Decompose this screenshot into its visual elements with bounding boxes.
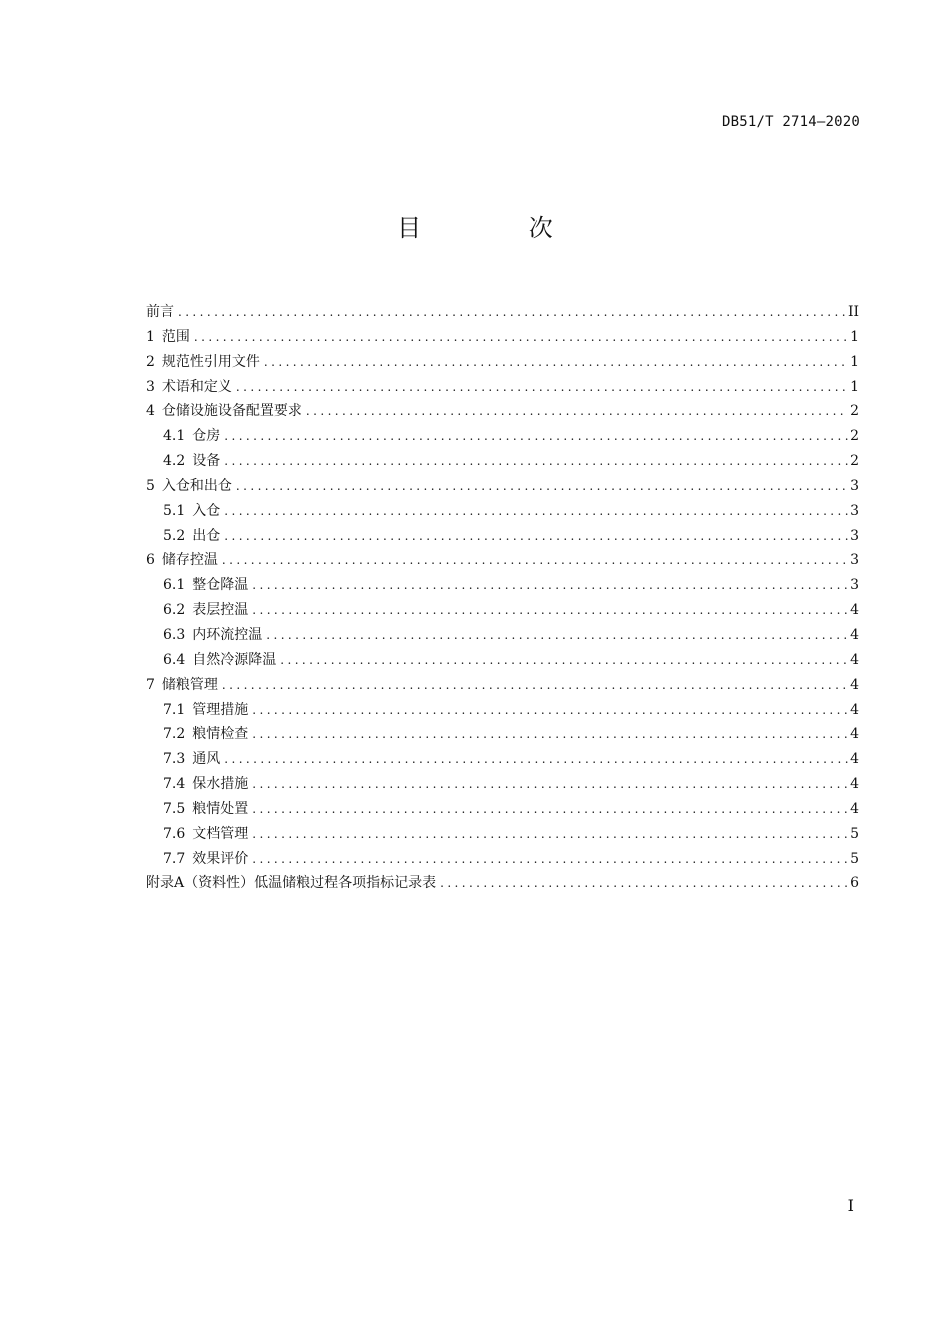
toc-entry-title: 粮情检查: [192, 726, 249, 743]
toc-entry-title: 整仓降温: [192, 577, 249, 594]
toc-dot-leader: [252, 797, 848, 822]
toc-entry[interactable]: [146, 747, 859, 772]
toc-entry-number: 4.2: [163, 453, 186, 470]
toc-entry-page: 3: [850, 527, 859, 544]
toc-entry[interactable]: [146, 325, 859, 350]
toc-entry[interactable]: [146, 797, 859, 822]
toc-entry[interactable]: [146, 548, 859, 573]
toc-dot-leader: [224, 524, 848, 549]
toc-entry[interactable]: [146, 524, 859, 549]
toc-entry[interactable]: [146, 399, 859, 424]
toc-dot-leader: [222, 673, 848, 698]
toc-entry-number: 6: [146, 552, 155, 569]
toc-entry-title: 粮情处置: [192, 800, 249, 817]
toc-entry-title: 出仓: [192, 527, 221, 544]
toc-entry-number: 6.2: [163, 602, 186, 619]
toc-dot-leader: [252, 598, 848, 623]
toc-entry-title: 储粮管理: [161, 676, 218, 693]
toc-entry-title: 附录A（资料性）低温储粮过程各项指标记录表: [146, 875, 437, 892]
toc-entry-number: 4: [146, 403, 155, 420]
toc-entry-page: 4: [850, 800, 859, 817]
page-number: I: [847, 1196, 854, 1215]
toc-entry-number: 7.6: [163, 825, 186, 842]
toc-entry-number: 7.5: [163, 800, 186, 817]
toc-entry-page: 2: [850, 403, 859, 420]
toc-entry-page: 3: [850, 477, 859, 494]
toc-entry-title: 保水措施: [192, 776, 249, 793]
toc-dot-leader: [280, 648, 848, 673]
toc-entry-page: 3: [850, 552, 859, 569]
toc-entry[interactable]: [146, 350, 859, 375]
toc-dot-leader: [252, 698, 848, 723]
toc-entry-number: 5.1: [163, 502, 186, 519]
toc-entry[interactable]: [146, 871, 859, 896]
toc-dot-leader: [178, 300, 846, 325]
toc-entry-page: 4: [850, 626, 859, 643]
toc-entry-title: 前言: [146, 304, 174, 320]
table-of-contents: [146, 300, 859, 896]
toc-entry[interactable]: [146, 598, 859, 623]
toc-entry-page: 4: [850, 602, 859, 619]
page-title: 目 次: [397, 214, 603, 242]
toc-dot-leader: [252, 722, 848, 747]
toc-entry[interactable]: [146, 623, 859, 648]
toc-entry-page: 1: [850, 353, 859, 370]
toc-dot-leader: [194, 325, 848, 350]
toc-dot-leader: [222, 548, 848, 573]
toc-entry-page: 5: [850, 825, 859, 842]
toc-entry-title: 规范性引用文件: [161, 353, 260, 370]
toc-entry-number: 7.1: [163, 701, 186, 718]
toc-entry-page: 4: [850, 676, 859, 693]
toc-entry[interactable]: [146, 673, 859, 698]
toc-entry[interactable]: [146, 424, 859, 449]
toc-dot-leader: [306, 399, 848, 424]
toc-entry[interactable]: [146, 822, 859, 847]
toc-entry-number: 6.4: [163, 651, 186, 668]
toc-entry-number: 5.2: [163, 527, 186, 544]
toc-entry-page: 2: [850, 428, 859, 445]
toc-entry-number: 6.3: [163, 626, 186, 643]
toc-dot-leader: [252, 822, 848, 847]
toc-entry-title: 文档管理: [192, 825, 249, 842]
toc-entry[interactable]: [146, 648, 859, 673]
toc-entry[interactable]: [146, 772, 859, 797]
toc-dot-leader: [252, 847, 848, 872]
toc-entry[interactable]: [146, 722, 859, 747]
toc-entry-number: 2: [146, 353, 155, 370]
toc-entry-number: 7.7: [163, 850, 186, 867]
toc-entry-page: 4: [850, 751, 859, 768]
toc-entry[interactable]: [146, 847, 859, 872]
toc-entry-page: 3: [850, 577, 859, 594]
toc-entry[interactable]: [146, 449, 859, 474]
toc-entry-title: 仓储设施设备配置要求: [161, 403, 302, 420]
toc-entry-page: 3: [850, 502, 859, 519]
toc-dot-leader: [236, 474, 848, 499]
toc-entry-title: 效果评价: [192, 850, 249, 867]
toc-entry-number: 7.3: [163, 751, 186, 768]
toc-entry[interactable]: [146, 300, 859, 325]
toc-entry-page: 4: [850, 701, 859, 718]
toc-entry-page: 1: [850, 378, 859, 395]
toc-entry-title: 储存控温: [161, 552, 218, 569]
toc-entry-page: 4: [850, 651, 859, 668]
document-code: DB51/T 2714—2020: [721, 114, 860, 130]
toc-entry-title: 仓房: [192, 428, 221, 445]
toc-entry-page: 1: [850, 328, 859, 345]
toc-dot-leader: [236, 375, 848, 400]
toc-entry-title: 范围: [161, 328, 190, 345]
toc-entry-page: 2: [850, 453, 859, 470]
toc-dot-leader: [224, 449, 848, 474]
toc-entry[interactable]: [146, 499, 859, 524]
toc-entry-number: 7: [146, 676, 155, 693]
toc-entry-number: 3: [146, 378, 155, 395]
toc-entry-title: 通风: [192, 751, 221, 768]
toc-entry-page: 4: [850, 726, 859, 743]
toc-entry-title: 入仓和出仓: [161, 477, 232, 494]
toc-entry-number: 1: [146, 328, 155, 345]
toc-entry-page: 6: [850, 875, 859, 892]
toc-entry-page: 5: [850, 850, 859, 867]
toc-entry[interactable]: [146, 474, 859, 499]
toc-entry-title: 内环流控温: [192, 626, 263, 643]
toc-entry-title: 表层控温: [192, 602, 249, 619]
toc-dot-leader: [266, 623, 848, 648]
toc-dot-leader: [252, 573, 848, 598]
toc-dot-leader: [252, 772, 848, 797]
toc-entry-title: 自然冷源降温: [192, 651, 277, 668]
toc-entry-title: 入仓: [192, 502, 221, 519]
toc-entry-number: 7.4: [163, 776, 186, 793]
toc-entry-page: 4: [850, 776, 859, 793]
toc-dot-leader: [224, 747, 848, 772]
toc-entry[interactable]: [146, 573, 859, 598]
toc-entry-page: II: [847, 304, 859, 320]
toc-entry-title: 设备: [192, 453, 221, 470]
toc-dot-leader: [224, 499, 848, 524]
toc-dot-leader: [264, 350, 848, 375]
toc-entry[interactable]: [146, 375, 859, 400]
toc-entry-title: 术语和定义: [161, 378, 232, 395]
toc-entry-number: 5: [146, 477, 155, 494]
toc-dot-leader: [224, 424, 848, 449]
toc-entry-number: 7.2: [163, 726, 186, 743]
toc-entry-title: 管理措施: [192, 701, 249, 718]
toc-entry-number: 6.1: [163, 577, 186, 594]
toc-entry[interactable]: [146, 698, 859, 723]
toc-entry-number: 4.1: [163, 428, 186, 445]
toc-dot-leader: [440, 871, 848, 896]
